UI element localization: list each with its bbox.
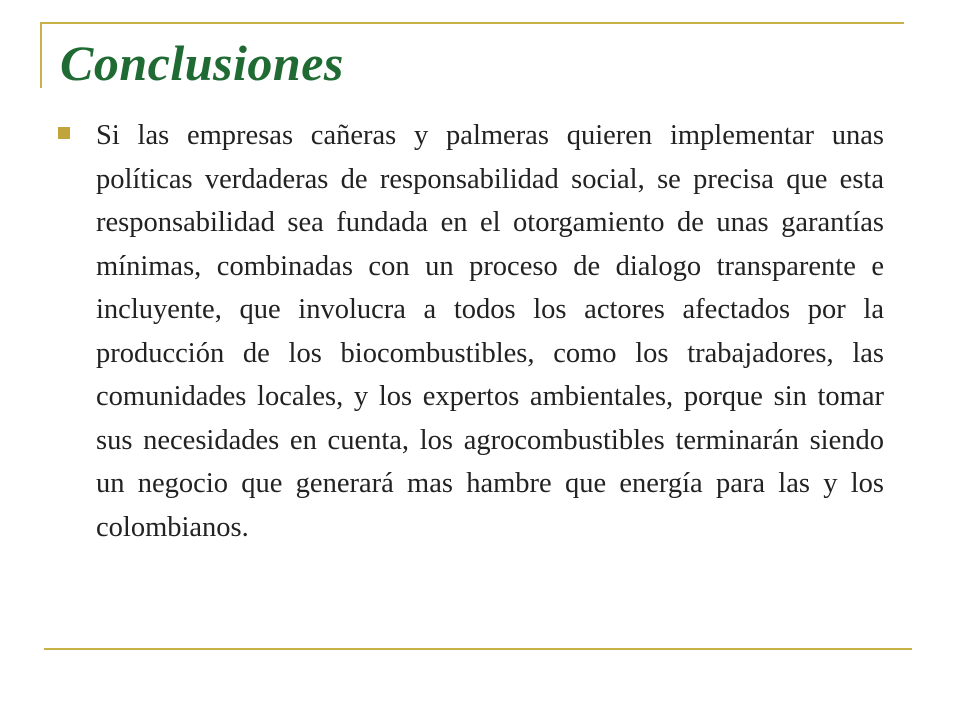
left-divider-line <box>40 22 42 88</box>
bottom-divider-line <box>44 648 912 650</box>
bullet-list-item <box>58 114 884 549</box>
square-bullet-icon <box>58 127 70 139</box>
slide-title: Conclusiones <box>60 35 344 91</box>
bullet-text: Si las empresas cañeras y palmeras quieren implementar unas políticas verdaderas de responsabilidad social, se precisa que esta responsabilidad sea fundada en el otorgamiento de unas garantías mínimas, combinadas con un proceso de dialogo transparente e incluyente, que involucra a todos los actores afectados por la producción de los biocombustibles, como los trabajadores, las comunidades locales, y los expertos ambientales, porque sin tomar sus necesidades en cuenta, los agrocombustibles terminarán siendo un negocio que generará mas hambre que energía para las y los colombianos. <box>96 120 884 543</box>
top-divider-line <box>40 22 904 24</box>
